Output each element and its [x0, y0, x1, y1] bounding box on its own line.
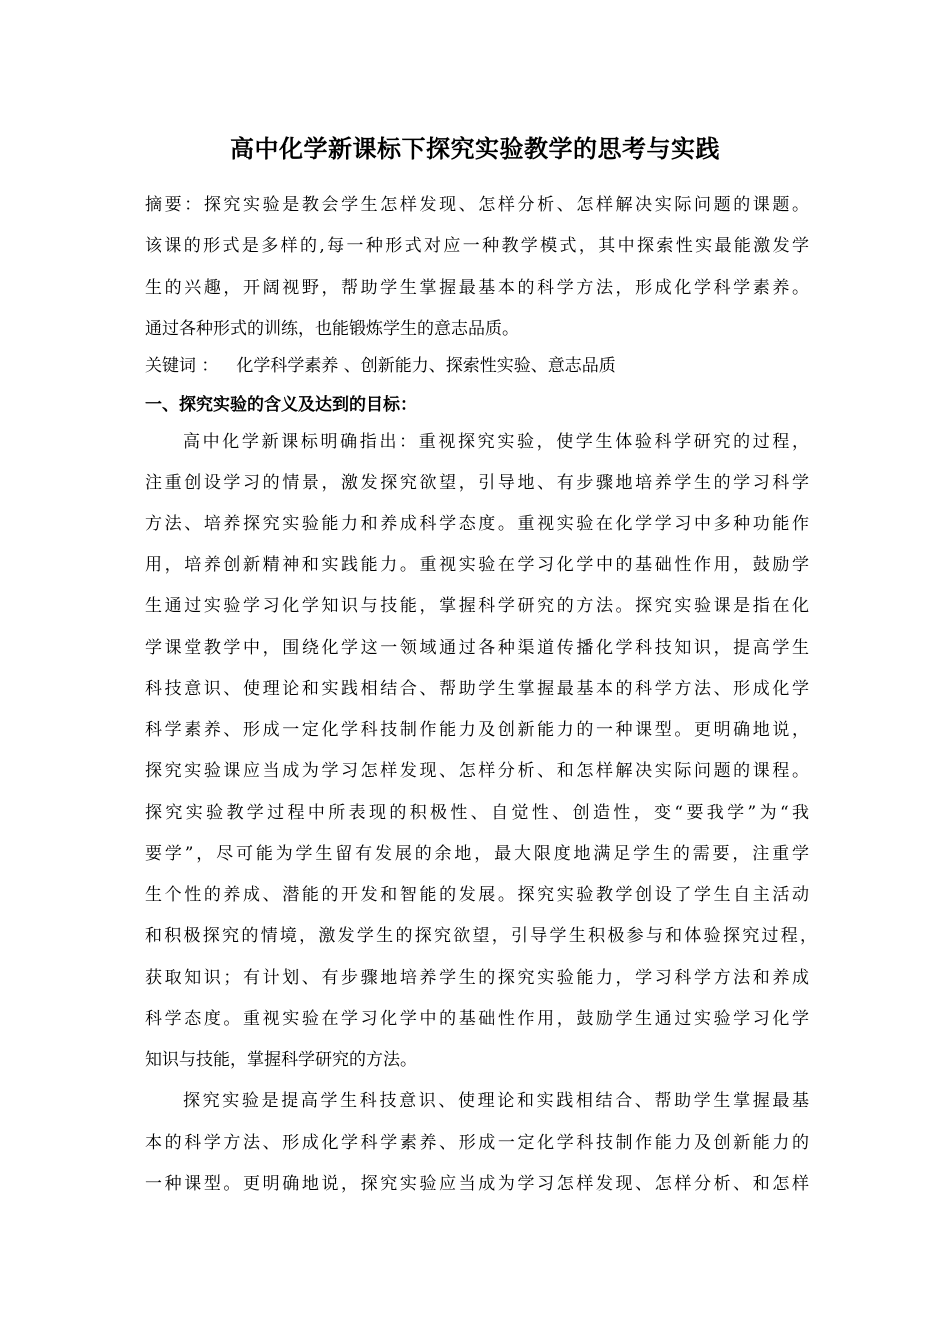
- abstract-line-3: 生的兴趣，开阔视野，帮助学生掌握最基本的科学方法，形成化学科学素养。: [145, 278, 809, 298]
- abstract-label: 摘要：: [145, 195, 204, 215]
- keywords-value: 化学科学素养 、创新能力、探索性实验、意志品质: [236, 356, 616, 376]
- document-title: 高中化学新课标下探究实验教学的思考与实践: [230, 134, 720, 163]
- paragraph1-line-14: 获取知识；有计划、有步骤地培养学生的探究实验能力，学习科学方法和养成: [145, 968, 809, 988]
- paragraph2-line-1: 探究实验是提高学生科技意识、使理论和实践相结合、帮助学生掌握最基: [183, 1091, 809, 1111]
- paragraph1-line-16: 知识与技能，掌握科学研究的方法。: [145, 1050, 417, 1070]
- keywords-label: 关键词 ：: [145, 356, 219, 376]
- paragraph1-line-4: 用，培养创新精神和实践能力。重视实验在学习化学中的基础性作用，鼓励学: [145, 555, 809, 575]
- paragraph1-line-1: 高中化学新课标明确指出：重视探究实验，使学生体验科学研究的过程，: [183, 432, 809, 452]
- abstract-line-2: 该课的形式是多样的,每一种形式对应一种教学模式，其中探索性实最能激发学: [145, 236, 809, 256]
- paragraph1-line-7: 科技意识、使理论和实践相结合、帮助学生掌握最基本的科学方法、形成化学: [145, 679, 809, 699]
- paragraph1-line-6: 学课堂教学中，围绕化学这一领域通过各种渠道传播化学科技知识，提高学生: [145, 638, 809, 658]
- paragraph1-line-12: 生个性的养成、潜能的开发和智能的发展。探究实验教学创设了学生自主活动: [145, 885, 809, 905]
- abstract-text: 探究实验是教会学生怎样发现、怎样分析、怎样解决实际问题的课题。: [203, 195, 810, 215]
- abstract-line-4: 通过各种形式的训练，也能锻炼学生的意志品质。: [145, 319, 519, 339]
- abstract-line-1: [145, 193, 809, 217]
- paragraph1-line-11: 要学”，尽可能为学生留有发展的余地，最大限度地满足学生的需要，注重学: [145, 844, 809, 864]
- paragraph1-line-5: 生通过实验学习化学知识与技能，掌握科学研究的方法。探究实验课是指在化: [145, 596, 809, 616]
- paragraph1-line-13: 和积极探究的情境，激发学生的探究欲望，引导学生积极参与和体验探究过程，: [145, 926, 817, 946]
- paragraph1-line-9: 探究实验课应当成为学习怎样发现、怎样分析、和怎样解决实际问题的课程。: [145, 761, 809, 781]
- paragraph1-line-10: 探究实验教学过程中所表现的积极性、自觉性、创造性，变“要我学”为“我: [145, 803, 809, 823]
- paragraph2-line-2: 本的科学方法、形成化学科学素养、形成一定化学科技制作能力及创新能力的: [145, 1133, 809, 1153]
- keywords-line: [145, 354, 616, 378]
- paragraph1-line-8: 科学素养、形成一定化学科技制作能力及创新能力的一种课型。更明确地说，: [145, 720, 809, 740]
- paragraph2-line-3: 一种课型。更明确地说，探究实验应当成为学习怎样发现、怎样分析、和怎样: [145, 1174, 809, 1194]
- paragraph1-line-3: 方法、培养探究实验能力和养成科学态度。重视实验在化学学习中多种功能作: [145, 514, 809, 534]
- section-heading: 一、探究实验的含义及达到的目标：: [145, 395, 417, 415]
- paragraph1-line-15: 科学态度。重视实验在学习化学中的基础性作用，鼓励学生通过实验学习化学: [145, 1009, 809, 1029]
- paragraph1-line-2: 注重创设学习的情景，激发探究欲望，引导地、有步骤地培养学生的学习科学: [145, 473, 809, 493]
